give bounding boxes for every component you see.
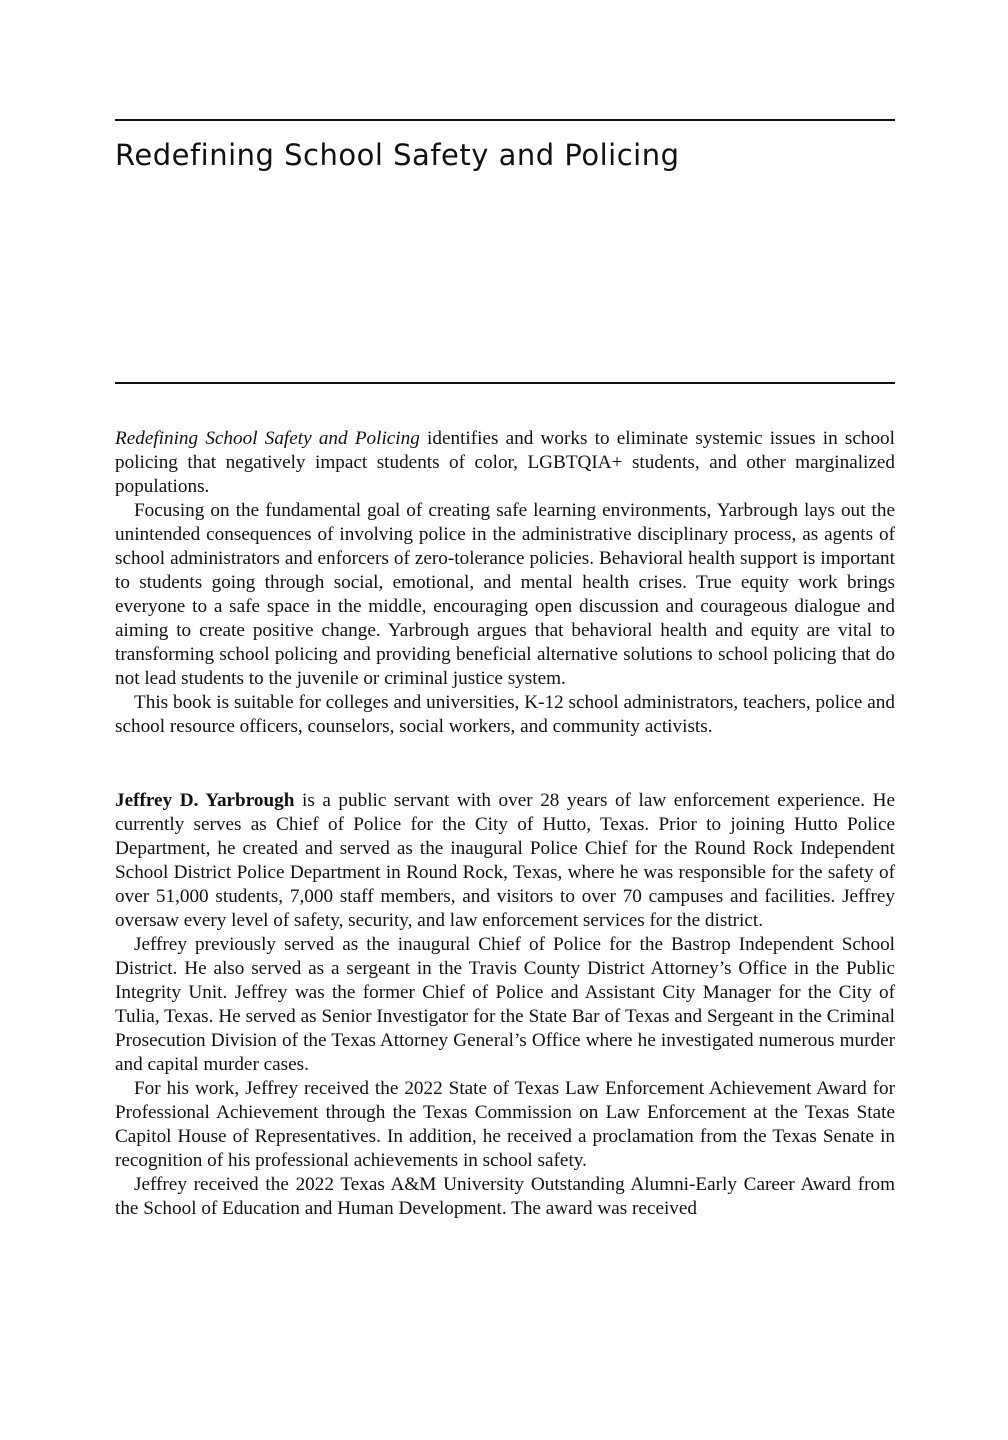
bottom-rule-divider <box>115 382 895 384</box>
author-bio <box>115 789 895 1221</box>
bio-paragraph-3: For his work, Jeffrey received the 2022 State of Texas Law Enforcement Achievement Award for Professional Achievement through the Texas Commission on Law Enforcement at the Texas State Capitol House of Representatives. In addition, he received a proclamation from the Texas Senate in recognition of his professional achievements in school safety. <box>115 1078 895 1171</box>
top-rule-divider <box>115 119 895 121</box>
bio-paragraph-4: Jeffrey received the 2022 Texas A&M University Outstanding Alumni-Early Career Award from the School of Education and Human Development. The award was received <box>115 1174 895 1219</box>
page-title: Redefining School Safety and Policing <box>115 138 680 172</box>
description-paragraph-2: Focusing on the fundamental goal of creating safe learning environments, Yarbrough lays out the unintended consequences of involving police in the administrative disciplinary process, as agents of school administrators and enforcers of zero-tolerance policies. Behavioral health support is important to students going through social, emotional, and mental health crises. True equity work brings everyone to a safe space in the middle, encouraging open discussion and courageous dialogue and aiming to create positive change. Yarbrough argues that behavioral health and equity are vital to transforming school policing and providing beneficial alternative solutions to school policing that do not lead students to the juvenile or criminal justice system. <box>115 500 895 689</box>
author-name-bold: Jeffrey D. Yarbrough <box>115 790 295 811</box>
description-paragraph-1 <box>115 427 895 499</box>
book-title-italic: Redefining School Safety and Policing <box>115 428 420 449</box>
description-paragraph-1-text: identifies and works to eliminate systemic issues in school policing that negatively impact students of color, LGBTQIA+ students, and other marginalized populations. <box>115 428 895 497</box>
bio-paragraph-2: Jeffrey previously served as the inaugural Chief of Police for the Bastrop Independent School District. He also served as a sergeant in the Travis County District Attorney’s Office in the Public Integrity Unit. Jeffrey was the former Chief of Police and Assistant City Manager for the City of Tulia, Texas. He served as Senior Investigator for the State Bar of Texas and Sergeant in the Criminal Prosecution Division of the Texas Attorney General’s Office where he investigated numerous murder and capital murder cases. <box>115 934 895 1075</box>
book-description <box>115 427 895 739</box>
bio-paragraph-1 <box>115 789 895 933</box>
description-paragraph-3: This book is suitable for colleges and universities, K-12 school administrators, teachers, police and school resource officers, counselors, social workers, and community activists. <box>115 692 895 737</box>
bio-paragraph-1-text: is a public servant with over 28 years of law enforcement experience. He currently serves as Chief of Police for the City of Hutto, Texas. Prior to joining Hutto Police Department, he created and served as the inaugural Police Chief for the Round Rock Independent School District Police Department in Round Rock, Texas, where he was responsible for the safety of over 51,000 students, 7,000 staff members, and visitors to over 70 campuses and facilities. Jeffrey oversaw every level of safety, security, and law enforcement services for the district. <box>115 790 895 931</box>
